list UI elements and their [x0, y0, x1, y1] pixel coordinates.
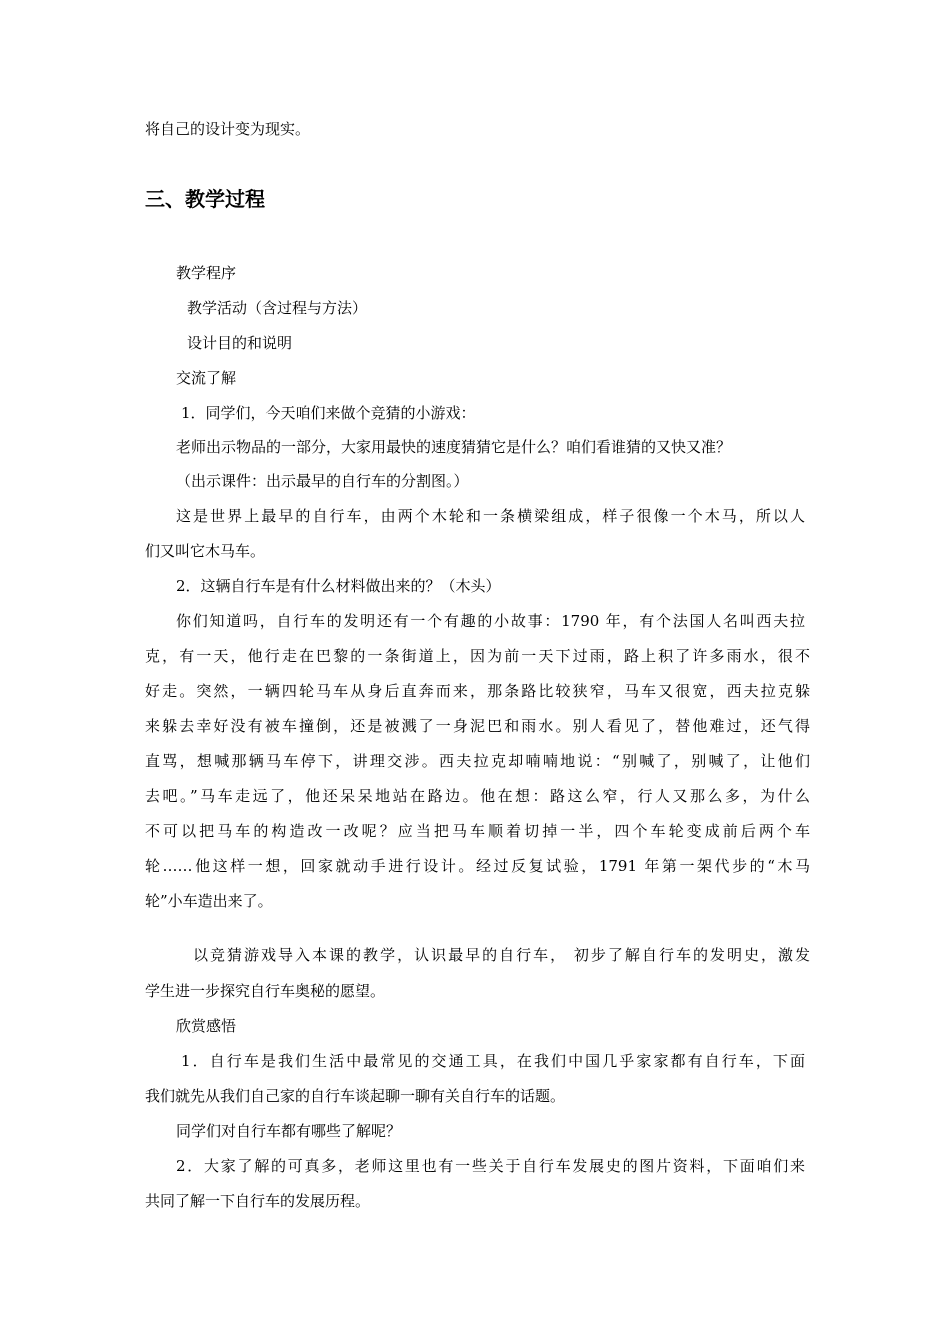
section-heading: 三、教学过程	[145, 187, 265, 211]
story-line: 好走。突然，一辆四轮马车从身后直奔而来，那条路比较狭窄，马车又很宽，西夫拉克躲	[145, 682, 810, 700]
story-line: 去吧。”马车走远了，他还呆呆地站在路边。他在想：路这么窄，行人又那么多，为什么	[145, 787, 810, 805]
story-line: 克，有一天，他行走在巴黎的一条街道上，因为前一天下过雨，路上积了许多雨水，很不	[145, 647, 810, 665]
story-line: 轮”小车造出来了。	[145, 892, 273, 910]
stage2-title: 欣赏感悟	[176, 1017, 237, 1035]
stage2-item1-line1: 1．自行车是我们生活中最常见的交通工具，在我们中国几乎家家都有自行车，下面	[181, 1052, 805, 1070]
header-procedure: 教学程序	[176, 264, 237, 282]
story-line: 轮……他这样一想，回家就动手进行设计。经过反复试验，1791 年第一架代步的“木马	[145, 857, 810, 875]
story-line: 你们知道吗，自行车的发明还有一个有趣的小故事：1790 年，有个法国人名叫西夫拉	[176, 612, 805, 630]
story-line: 来躲去幸好没有被车撞倒，还是被溅了一身泥巴和雨水。别人看见了，替他难过，还气得	[145, 717, 810, 735]
story-line: 直骂，想喊那辆马车停下，讲理交涉。西夫拉克却喃喃地说：“别喊了，别喊了，让他们	[145, 752, 810, 770]
header-activity: 教学活动（含过程与方法）	[187, 299, 368, 317]
story-line: 不可以把马车的构造改一改呢？应当把马车顺着切掉一半，四个车轮变成前后两个车	[145, 822, 810, 840]
stage1-purpose-line2: 学生进一步探究自行车奥秘的愿望。	[145, 982, 386, 1000]
stage2-item1-line2: 我们就先从我们自己家的自行车谈起聊一聊有关自行车的话题。	[145, 1087, 566, 1105]
stage2-item2-line1: 2．大家了解的可真多，老师这里也有一些关于自行车发展史的图片资料，下面咱们来	[176, 1157, 805, 1175]
stage1-item1-note: （出示课件：出示最早的自行车的分割图。）	[176, 472, 469, 490]
intro-tail-text: 将自己的设计变为现实。	[145, 120, 311, 138]
stage1-para1-line2: 们又叫它木马车。	[145, 542, 266, 560]
stage2-item2-line2: 共同了解一下自行车的发展历程。	[145, 1192, 371, 1210]
header-purpose: 设计目的和说明	[187, 334, 293, 352]
stage2-question: 同学们对自行车都有哪些了解呢？	[176, 1122, 402, 1140]
stage1-item2: 2．这辆自行车是有什么材料做出来的？（木头）	[176, 577, 501, 595]
stage1-item1-detail: 老师出示物品的一部分，大家用最快的速度猜猜它是什么？咱们看谁猜的又快又准？	[176, 438, 732, 456]
stage1-title: 交流了解	[176, 369, 237, 387]
stage1-purpose-line1: 以竞猜游戏导入本课的教学，认识最早的自行车， 初步了解自行车的发明史，激发	[193, 946, 810, 964]
stage1-item1: 1．同学们，今天咱们来做个竞猜的小游戏：	[181, 404, 476, 422]
stage1-para1-line1: 这是世界上最早的自行车，由两个木轮和一条横梁组成，样子很像一个木马，所以人	[176, 507, 805, 525]
